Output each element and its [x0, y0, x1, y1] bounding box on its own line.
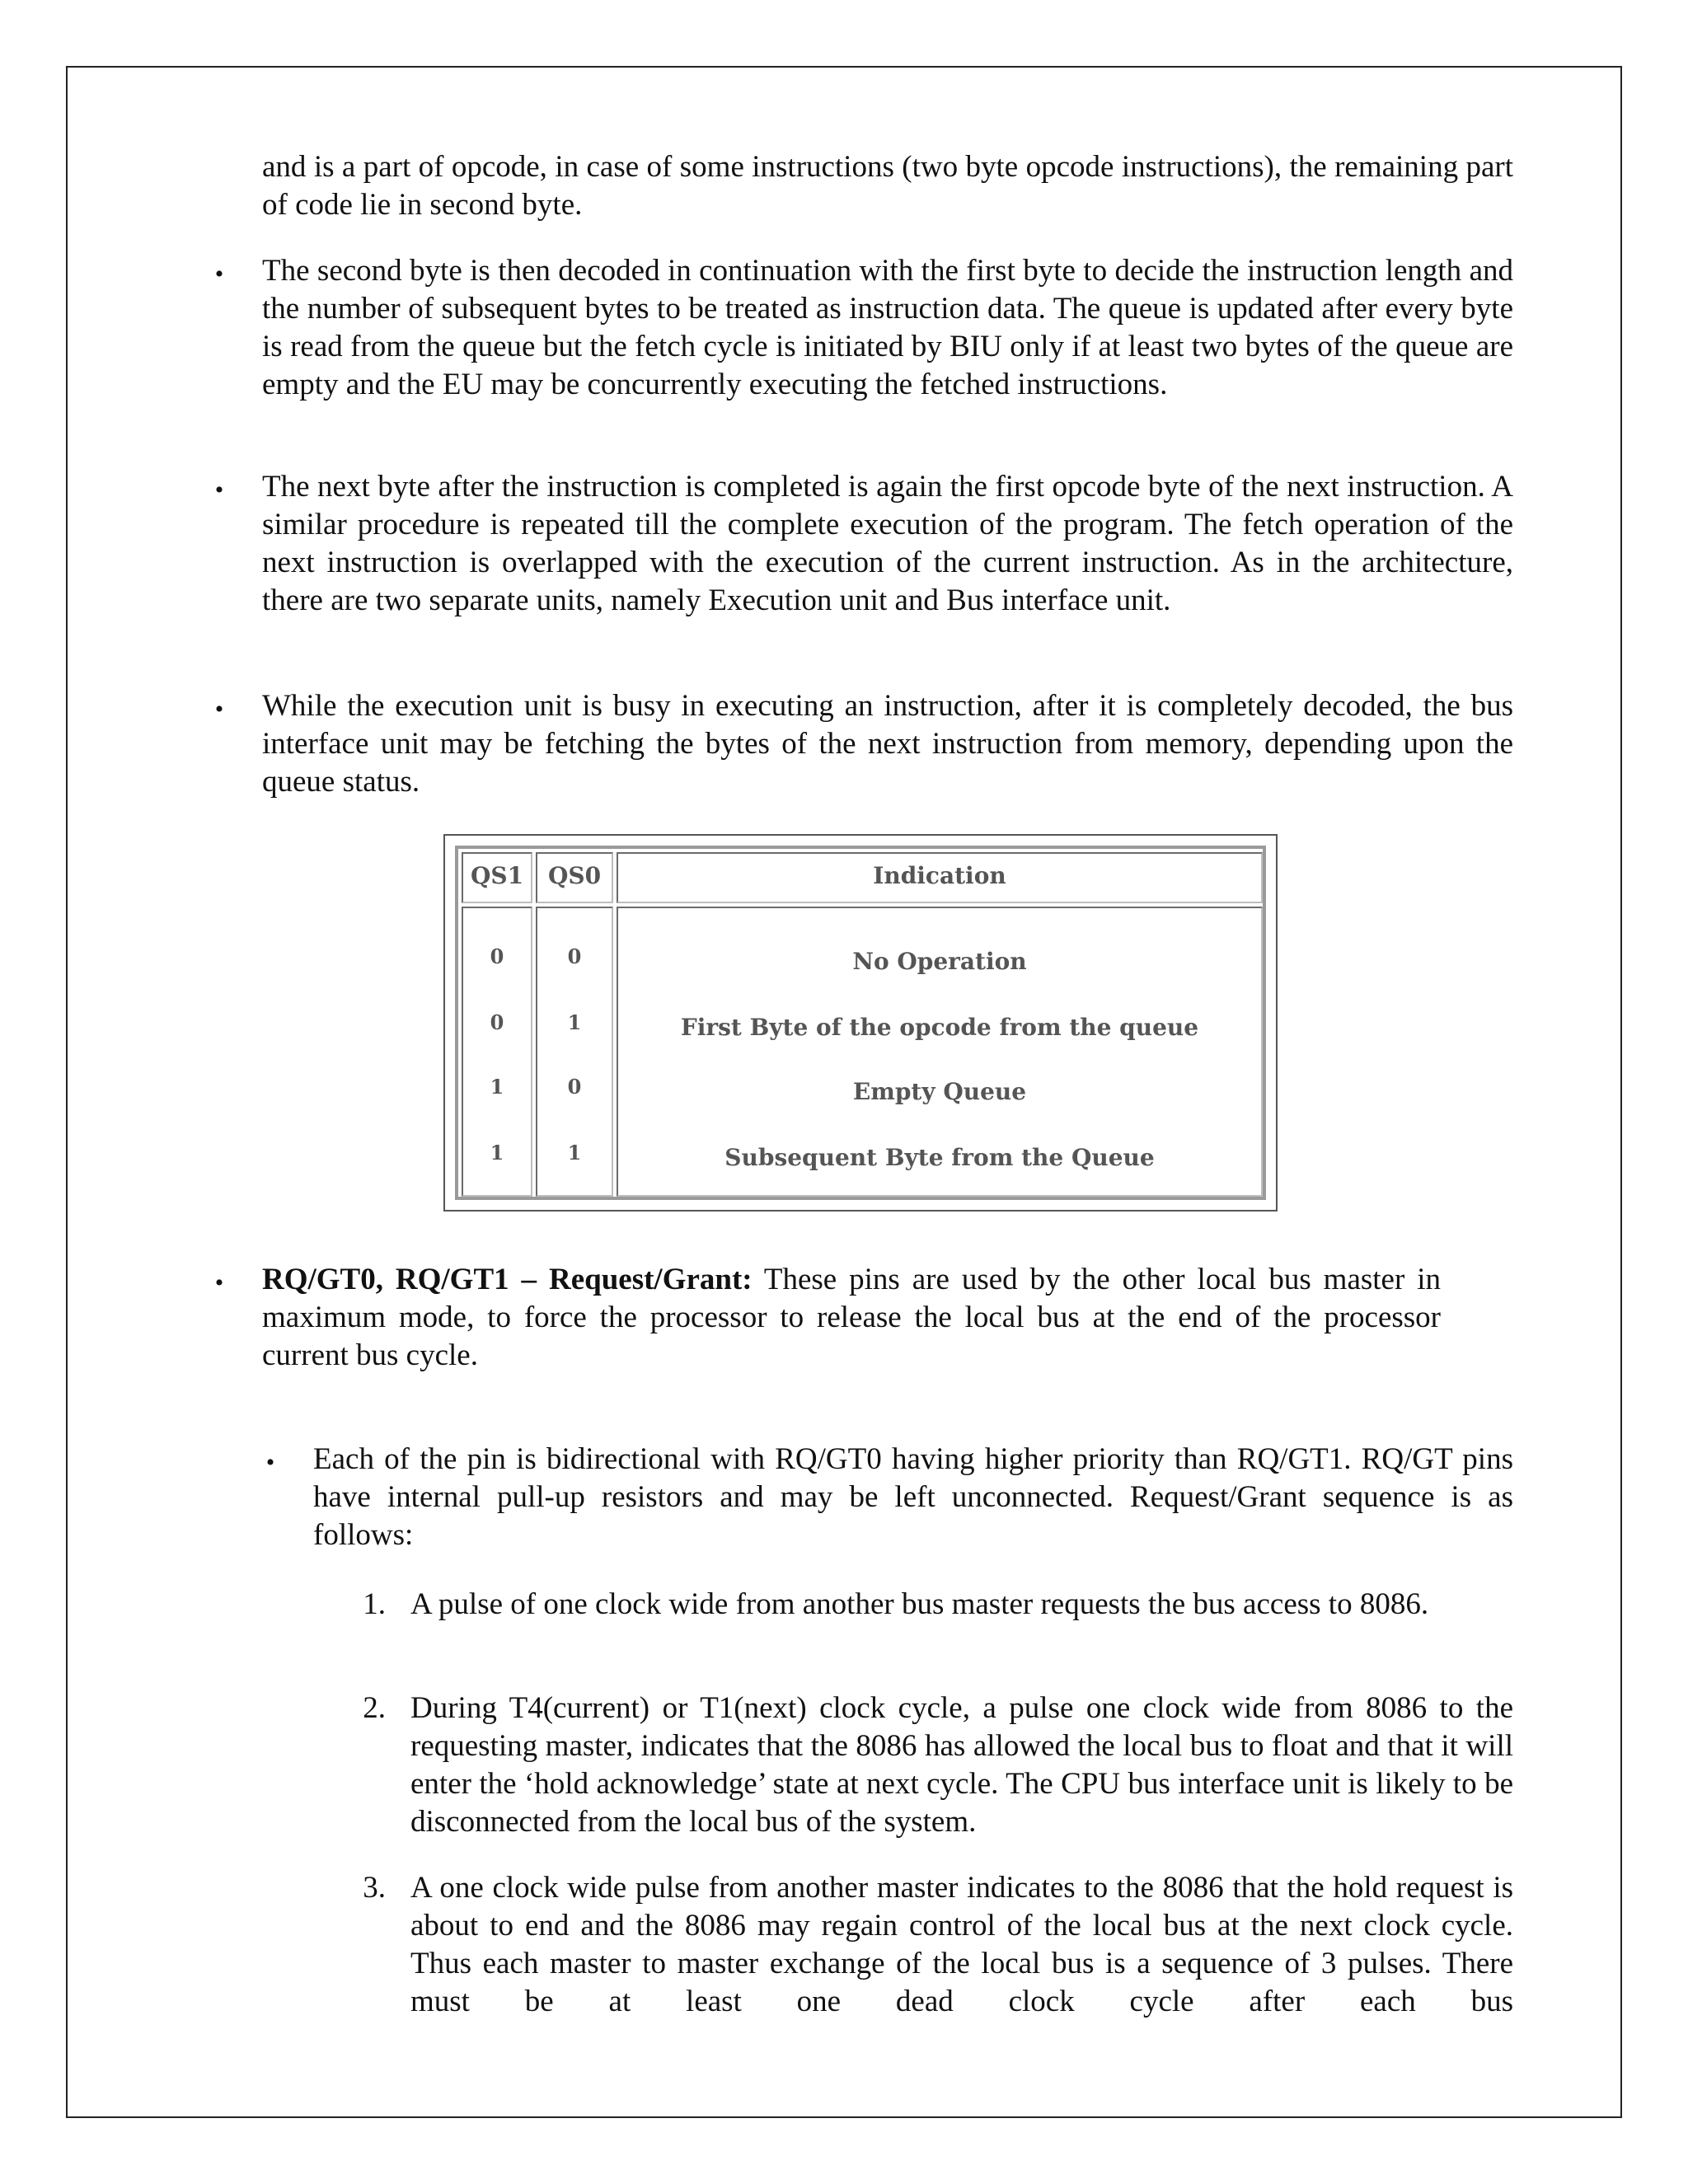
- list-item-2: During T4(current) or T1(next) clock cycle, a pulse one clock wide from 8086 to the requesting master, indicates that the 8086 has allowed the local bus to float and that it will enter the ‘hold acknowledge’ state at next cycle. The CPU bus interface unit is likely to be disconnected from the local bus of the system.: [410, 1691, 1513, 1839]
- bullet-paragraph-request-grant: [262, 1261, 1441, 1375]
- bullet-icon: •: [214, 1269, 224, 1296]
- bullet-icon: •: [265, 1449, 275, 1476]
- header-qs0: QS0: [547, 862, 602, 889]
- continuation-paragraph: and is a part of opcode, in case of some instructions (two byte opcode instructions), the remaining part of code lie in second byte.: [262, 150, 1513, 222]
- list-item-3: A one clock wide pulse from another master indicates to the 8086 that the hold request is about to end and the 8086 may regain control of the local bus at the next clock cycle. Thus each master to master exchange of the local bus is a sequence of 3 pulses. There must be at least one dead clock cycle after each bus: [410, 1871, 1513, 2018]
- cell-qs1: 0: [490, 944, 504, 968]
- bullet-icon: •: [214, 696, 224, 723]
- list-number: 3.: [363, 1871, 386, 1905]
- list-number: 2.: [363, 1691, 386, 1725]
- cell-qs0: 0: [567, 944, 582, 968]
- cell-qs0: 0: [567, 1075, 582, 1099]
- cell-indication: First Byte of the opcode from the queue: [680, 1014, 1199, 1041]
- bullet-paragraph-execution: While the execution unit is busy in executing an instruction, after it is completely decoded, the bus interface unit may be fetching the bytes of the next instruction from memory, depending upon the queue status.: [262, 689, 1513, 799]
- bullet-paragraph-decode: The second byte is then decoded in continuation with the first byte to decide the instruction length and the number of subsequent bytes to be treated as instruction data. The queue is updated after every byte is read from the queue but the fetch cycle is initiated by BIU only if at least two bytes of the queue are empty and the EU may be concurrently executing the fetched instructions.: [262, 254, 1513, 401]
- bullet-paragraph-next-byte: The next byte after the instruction is completed is again the first opcode byte of the next instruction. A similar procedure is repeated till the complete execution of the program. The fetch operation of the next instruction is overlapped with the execution of the current instruction. As in the architecture, there are two separate units, namely Execution unit and Bus interface unit.: [262, 470, 1513, 617]
- cell-qs0: 1: [567, 1010, 582, 1034]
- queue-status-table: [443, 834, 1278, 1212]
- bullet-paragraph-bidirectional: Each of the pin is bidirectional with RQ/GT0 having higher priority than RQ/GT1. RQ/GT pins have internal pull-up resistors and may be left unconnected. Request/Grant sequence is as follows:: [313, 1442, 1513, 1552]
- cell-indication: No Operation: [852, 948, 1027, 975]
- cell-qs1: 0: [490, 1010, 504, 1034]
- request-grant-term: RQ/GT0, RQ/GT1 – Request/Grant:: [262, 1263, 753, 1296]
- cell-qs1: 1: [490, 1141, 504, 1165]
- list-number: 1.: [363, 1587, 386, 1621]
- cell-qs0: 1: [567, 1141, 582, 1165]
- header-indication: Indication: [873, 862, 1006, 889]
- header-qs1: QS1: [470, 862, 524, 889]
- request-grant-description: These pins are used by the other local bus master in maximum mode, to force the processor to release the local bus at the end of the processor current bus cycle.: [262, 1263, 1441, 1372]
- cell-indication: Empty Queue: [852, 1078, 1027, 1105]
- bullet-icon: •: [214, 260, 224, 288]
- bullet-icon: •: [214, 476, 224, 504]
- cell-indication: Subsequent Byte from the Queue: [724, 1144, 1155, 1171]
- cell-qs1: 1: [490, 1075, 504, 1099]
- list-item-1: A pulse of one clock wide from another bus master requests the bus access to 8086.: [410, 1587, 1429, 1621]
